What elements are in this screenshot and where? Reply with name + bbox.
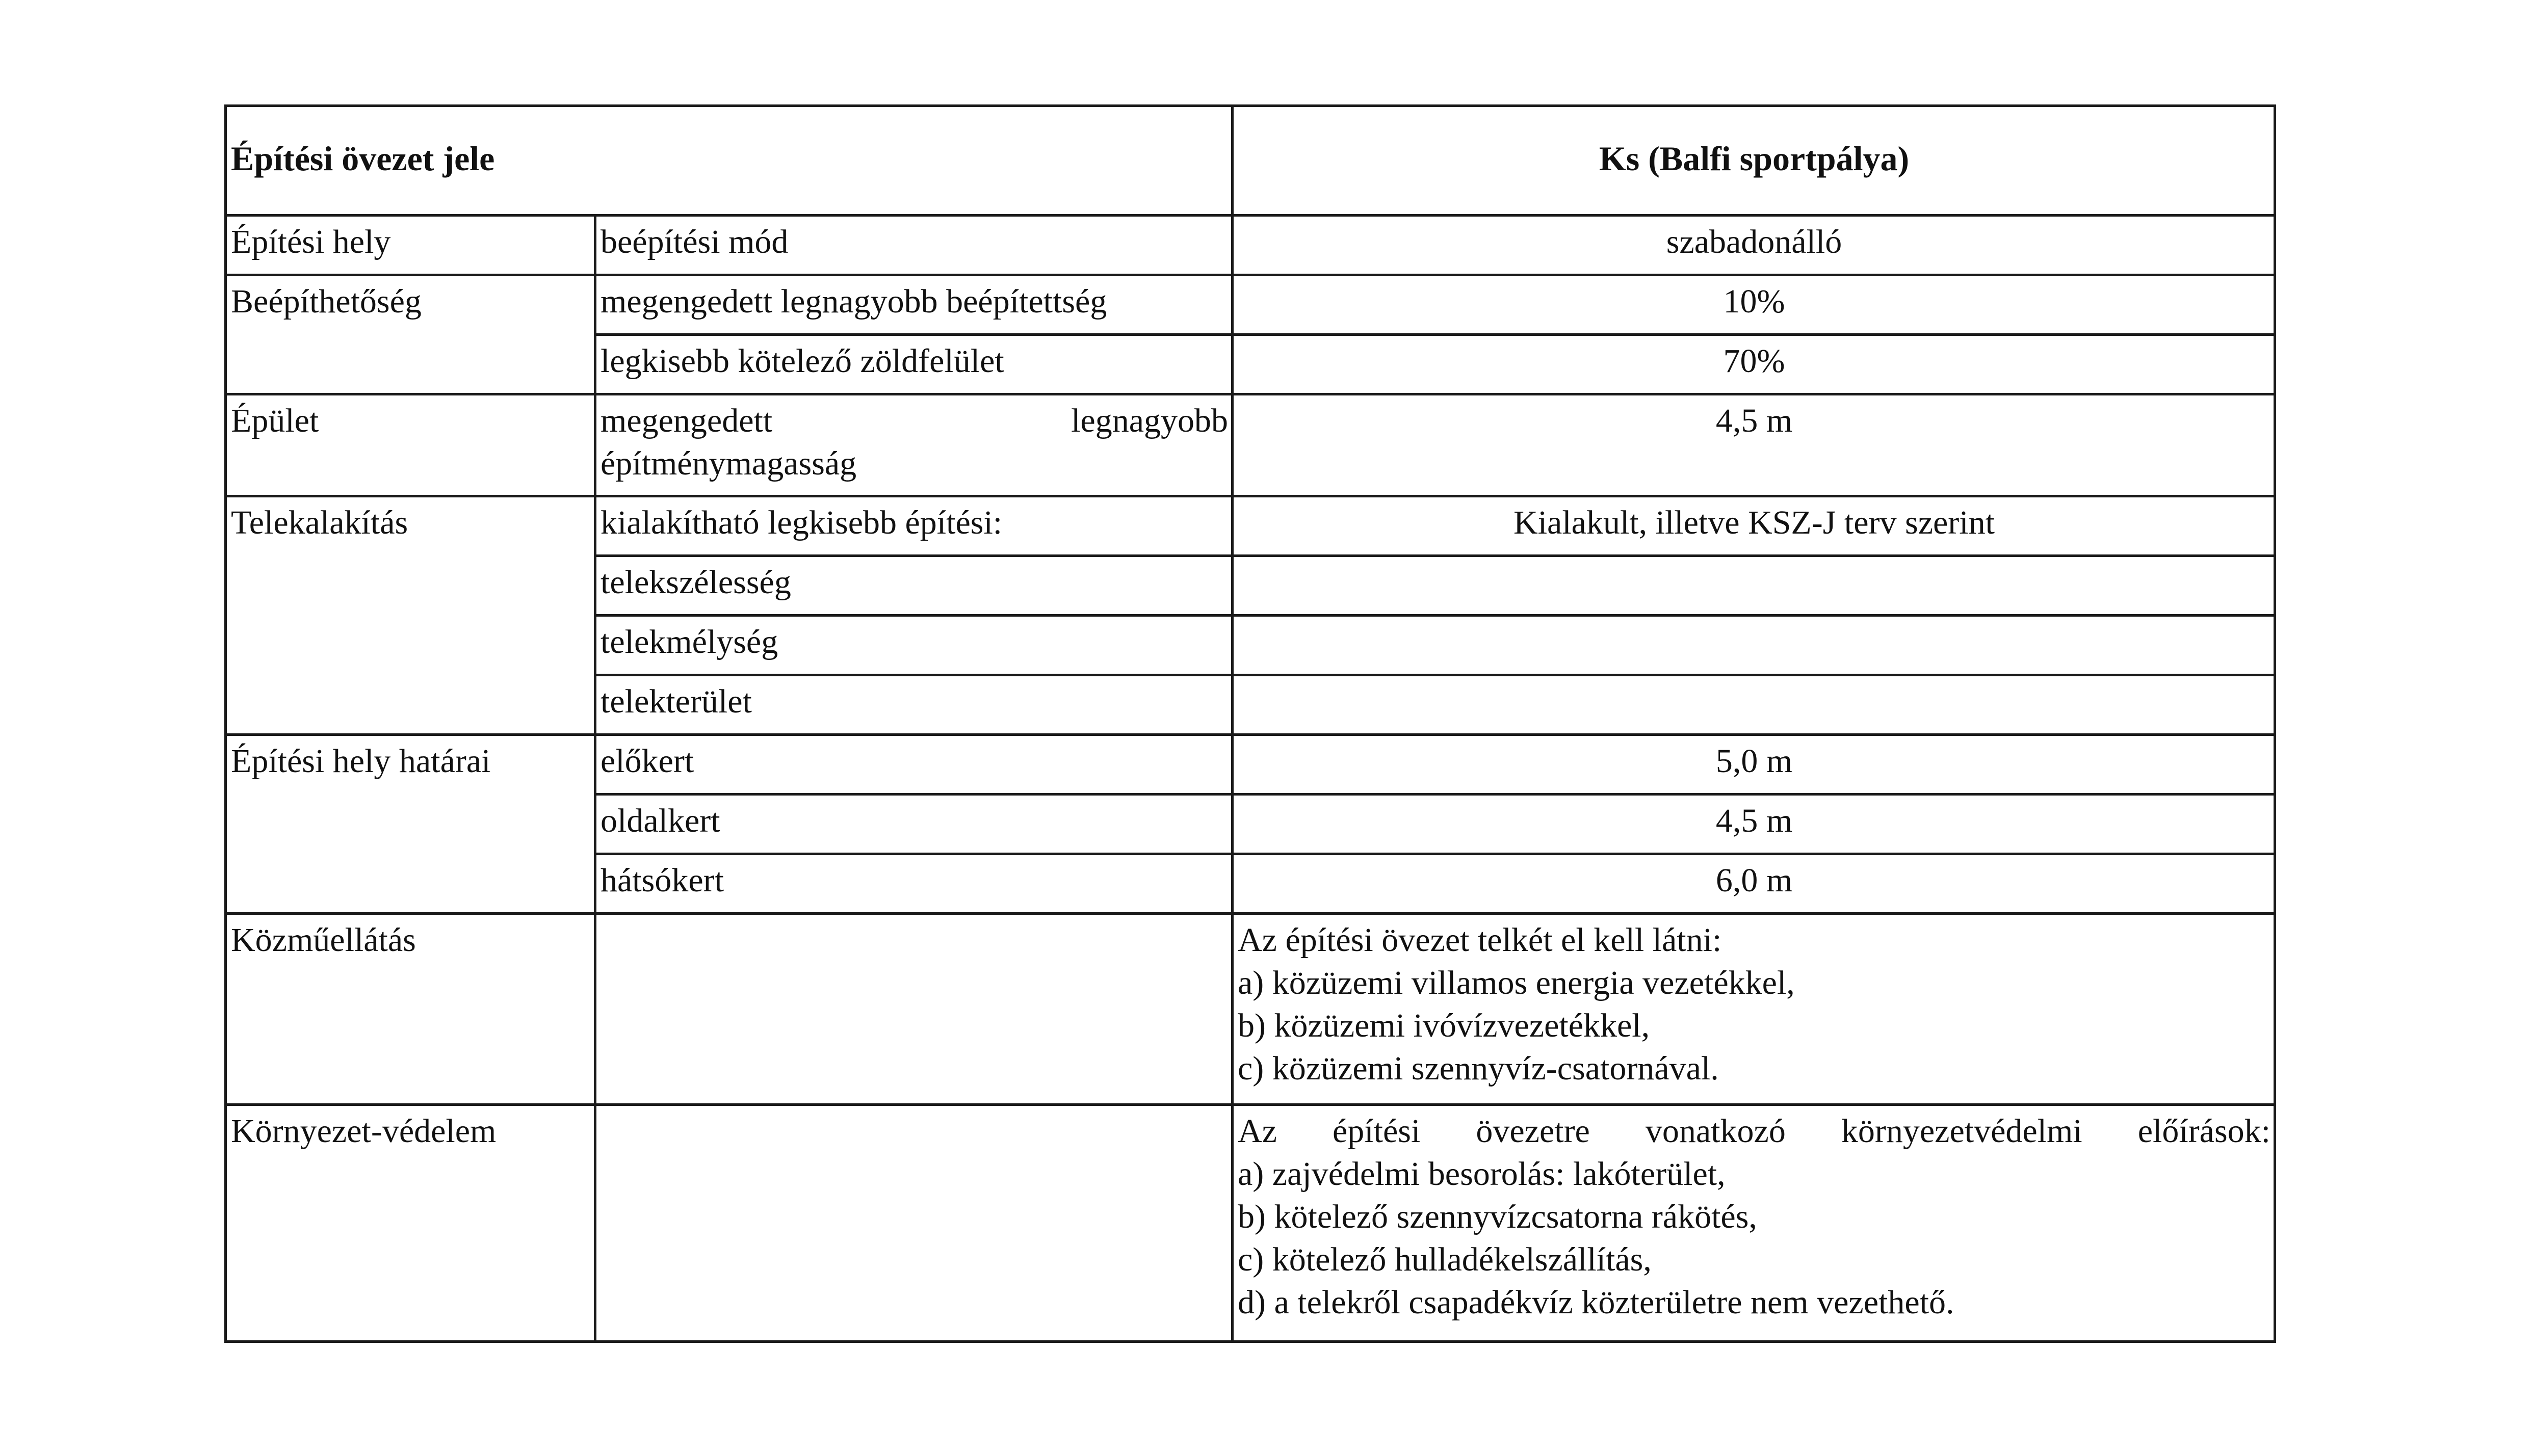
zoning-table [224,104,2276,1343]
utilities-item-drinking-water: b) közüzemi ivóvízvezetékkel, [1238,1007,1650,1044]
row-category-buildability: Beépíthetőség [226,275,595,394]
row-parameter [595,914,1233,1105]
row-value [1233,675,2275,735]
row-parameter: beépítési mód [595,216,1233,275]
table-row [226,914,2275,1105]
row-parameter: előkert [595,735,1233,795]
environment-item-noise: a) zajvédelmi besorolás: lakóterület, [1238,1155,1726,1193]
table-row [226,394,2275,496]
zone-code-value: Ks (Balfi sportpálya) [1233,106,2275,216]
row-category-building-site: Építési hely [226,216,595,275]
row-value [1233,616,2275,675]
row-parameter: hátsókert [595,854,1233,914]
environment-item-rainwater: d) a telekről csapadékvíz közterületre nem vezethető. [1238,1284,1954,1321]
table-row [226,275,2275,335]
row-category-building: Épület [226,394,595,496]
row-parameter-line [601,400,1228,442]
row-category-plot-formation: Telekalakítás [226,496,595,735]
row-category-building-site-limits: Építési hely határai [226,735,595,914]
row-parameter: telekmélység [595,616,1233,675]
environment-item-sewer-connection: b) kötelező szennyvízcsatorna rákötés, [1238,1198,1757,1235]
row-parameter: telekszélesség [595,556,1233,616]
table-header-row [226,106,2275,216]
row-category-environmental-protection: Környezet-védelem [226,1105,595,1342]
table-row [226,735,2275,795]
row-parameter-word: legnagyobb [1071,402,1228,439]
table-row [226,216,2275,275]
row-parameter: kialakítható legkisebb építési: [595,496,1233,556]
row-parameter-word: megengedett [601,402,773,439]
row-parameter [595,394,1233,496]
row-parameter: oldalkert [595,795,1233,854]
row-value: szabadonálló [1233,216,2275,275]
environment-item-waste: c) kötelező hulladékelszállítás, [1238,1241,1652,1278]
row-value: 10% [1233,275,2275,335]
row-value: 70% [1233,335,2275,394]
utilities-intro-line: Az építési övezet telkét el kell látni: [1238,921,1722,959]
table-row [226,1105,2275,1342]
row-parameter: legkisebb kötelező zöldfelület [595,335,1233,394]
row-value: 5,0 m [1233,735,2275,795]
table-row [226,496,2275,556]
zoning-regulation-sheet [224,104,2274,1343]
row-parameter-line: építménymagasság [601,445,857,482]
utilities-item-sewer: c) közüzemi szennyvíz-csatornával. [1238,1050,1719,1087]
row-value [1233,556,2275,616]
row-value: 6,0 m [1233,854,2275,914]
row-value: 4,5 m [1233,795,2275,854]
row-parameter: telekterület [595,675,1233,735]
row-value-environmental [1233,1105,2275,1342]
row-category-utilities: Közműellátás [226,914,595,1105]
row-parameter: megengedett legnagyobb beépítettség [595,275,1233,335]
row-value: 4,5 m [1233,394,2275,496]
row-value: Kialakult, illetve KSZ-J terv szerint [1233,496,2275,556]
row-value-utilities [1233,914,2275,1105]
row-parameter [595,1105,1233,1342]
environment-intro-line: Az építési övezetre vonatkozó környezetvédelmi előírások: [1238,1113,2270,1150]
utilities-item-electricity: a) közüzemi villamos energia vezetékkel, [1238,964,1795,1001]
zone-code-label: Építési övezet jele [226,106,1233,216]
